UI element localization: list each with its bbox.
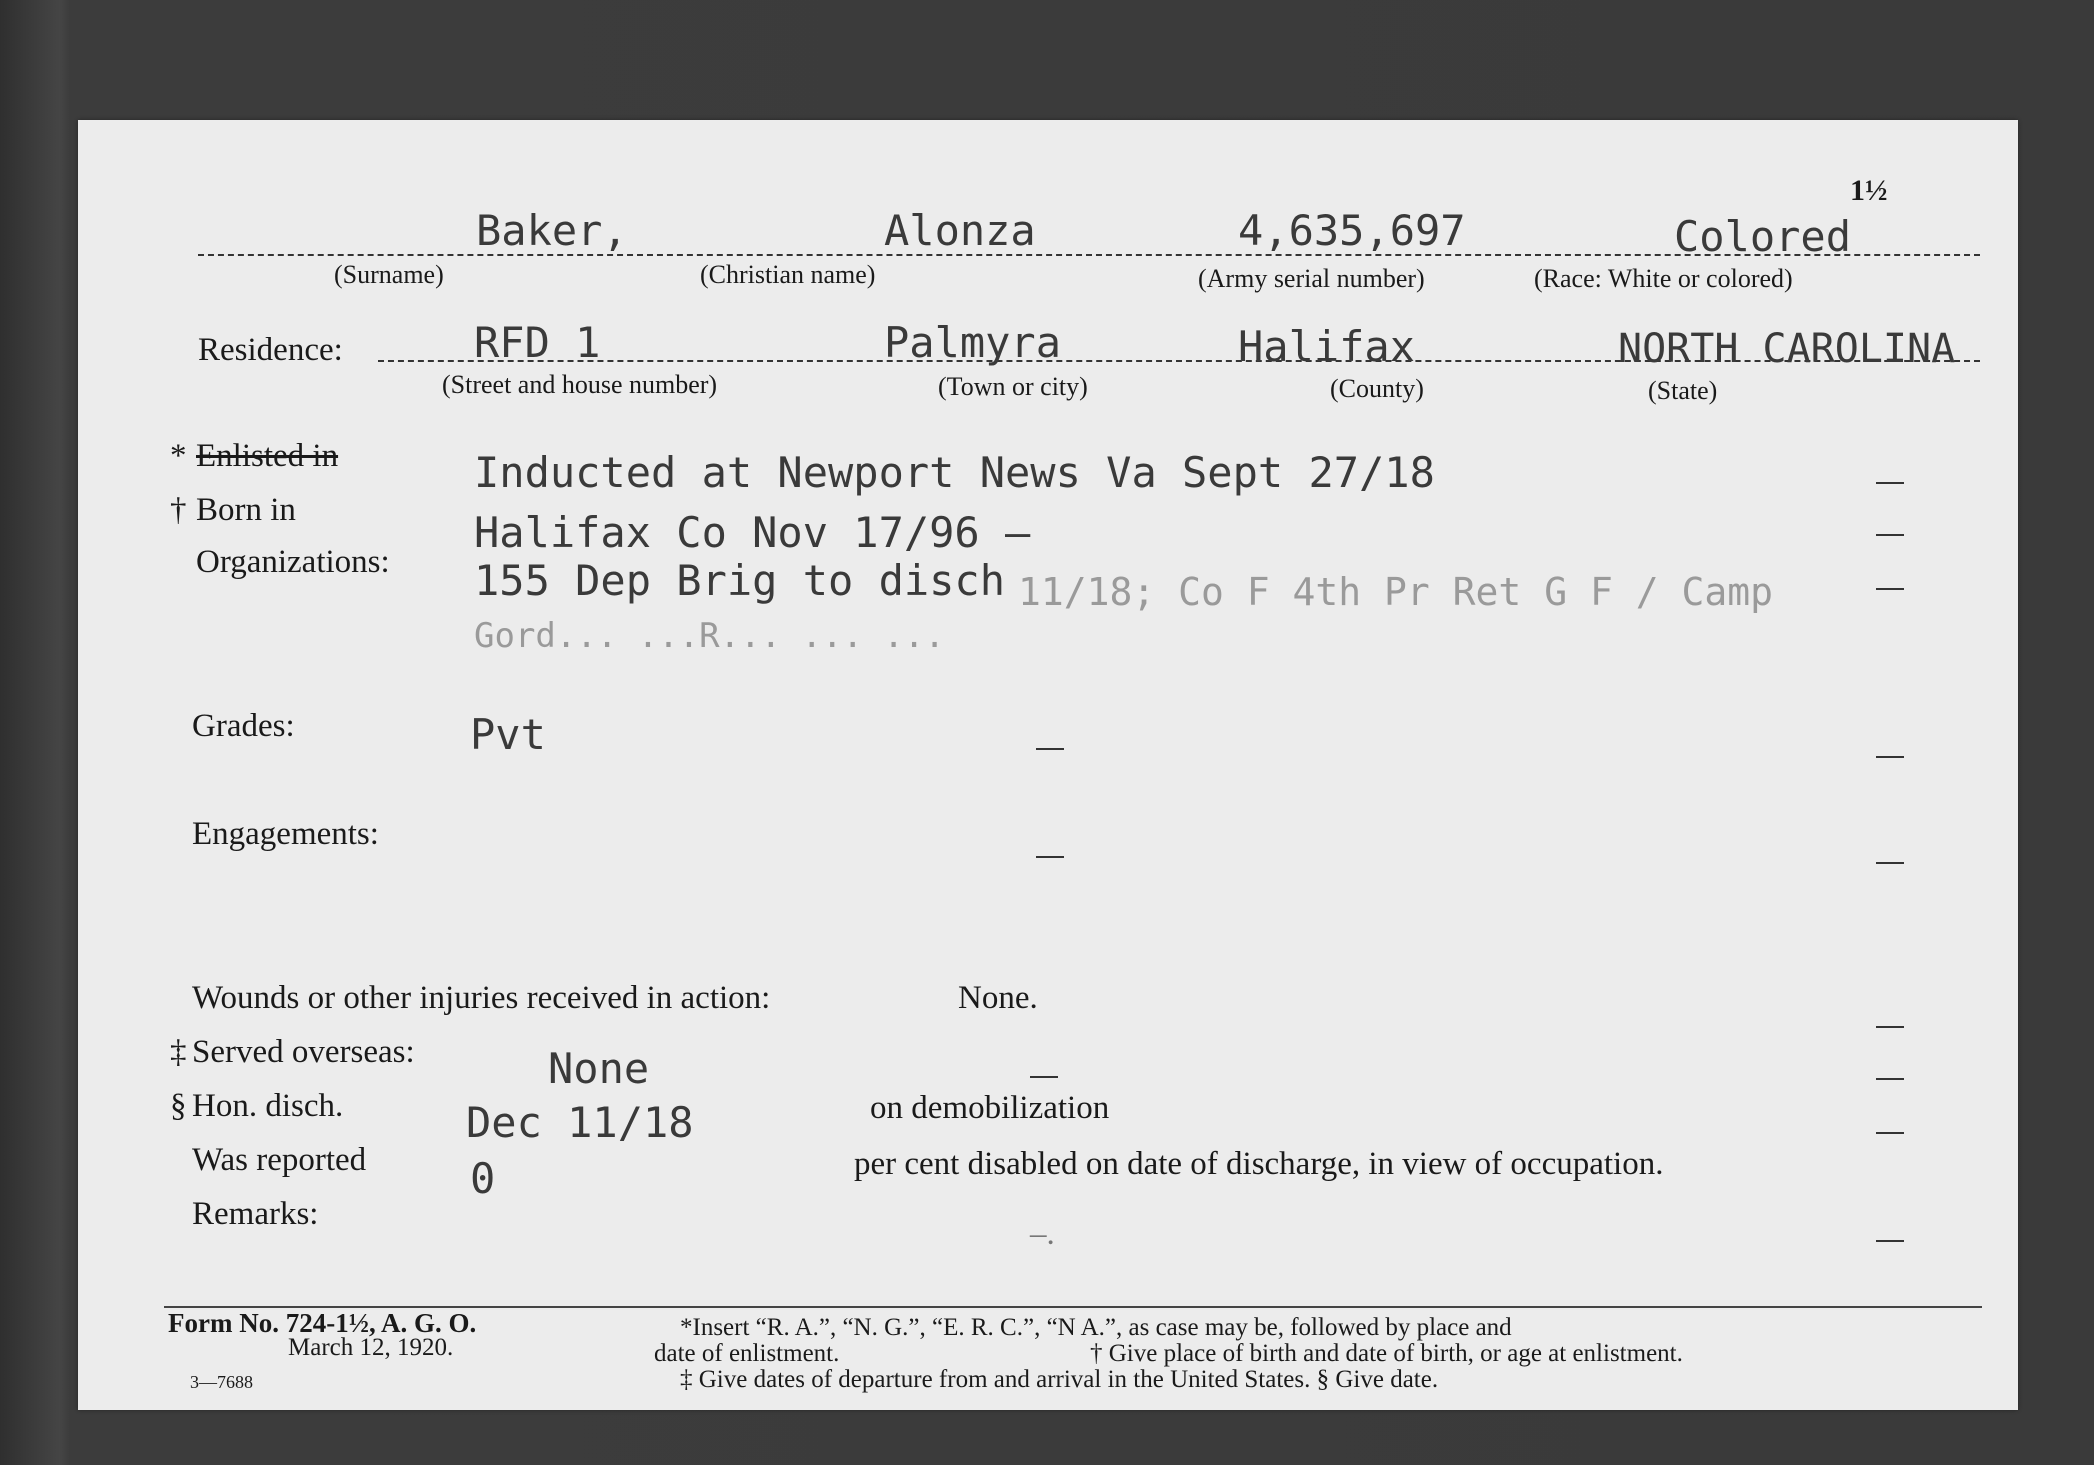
organizations-faint-text: 11/18; Co F 4th Pr Ret G F / Camp (1018, 570, 1773, 614)
race-value: Colored (1674, 212, 1852, 261)
serial-caption: (Army serial number) (1198, 264, 1425, 293)
county-caption: (County) (1330, 374, 1424, 403)
footnote-born: † Give place of birth and date of birth, or age at enlistment. (1090, 1340, 1683, 1367)
overseas-end-dash (1876, 1078, 1904, 1080)
remarks-label: Remarks: (192, 1196, 319, 1232)
form-date: March 12, 1920. (288, 1334, 454, 1361)
state-value: NORTH CAROLINA (1618, 326, 1956, 372)
print-code: 3—7688 (190, 1372, 253, 1392)
footnote-enlisted: *Insert “R. A.”, “N. G.”, “E. R. C.”, “N A.”, as case may be, followed by place and (680, 1314, 1512, 1341)
town-value: Palmyra (884, 318, 1062, 367)
engagements-end-dash (1876, 862, 1904, 864)
honorable-end-dash (1876, 1132, 1904, 1134)
grades-mid-dash (1036, 748, 1064, 750)
reported-label: Was reported (192, 1142, 367, 1178)
remarks-value: –. (1030, 1216, 1055, 1252)
grades-end-dash (1876, 756, 1904, 758)
born-end-dash (1876, 534, 1904, 536)
organizations-label: Organizations: (196, 544, 390, 580)
serial-value: 4,635,697 (1238, 206, 1466, 255)
overseas-label: Served overseas: (192, 1034, 415, 1070)
grades-value: Pvt (470, 710, 546, 759)
footnote-overseas: ‡ Give dates of departure from and arrival in the United States. § Give date. (680, 1366, 1439, 1393)
honorable-label: Hon. disch. (192, 1088, 344, 1124)
reported-value: 0 (470, 1154, 496, 1203)
corner-mark: 1½ (1850, 174, 1888, 207)
wounds-label: Wounds or other injuries received in action: (192, 980, 771, 1016)
county-value: Halifax (1238, 322, 1416, 371)
engagements-mid-dash (1036, 856, 1064, 858)
born-value: Halifax Co Nov 17/96 – (474, 508, 1031, 557)
honorable-mark: § (170, 1088, 187, 1124)
born-mark: † (170, 492, 187, 528)
form-number: Form No. 724-1½, A. G. O. (168, 1308, 477, 1338)
christian-name-value: Alonza (884, 206, 1036, 255)
organizations-value: 155 Dep Brig to disch (474, 556, 1006, 605)
organizations-faint-text-2: Gord... ...R... ... ... (474, 616, 945, 656)
born-label: Born in (196, 492, 296, 528)
state-caption: (State) (1648, 376, 1718, 405)
grades-label: Grades: (192, 708, 295, 744)
town-caption: (Town or city) (938, 372, 1088, 401)
overseas-mid-dash (1030, 1076, 1058, 1078)
christian-name-caption: (Christian name) (700, 260, 876, 289)
street-value: RFD 1 (474, 318, 601, 367)
surname-value: Baker, (476, 206, 628, 255)
surname-caption: (Surname) (334, 260, 444, 289)
engagements-label: Engagements: (192, 816, 379, 852)
wounds-end-dash (1876, 1026, 1904, 1028)
wounds-value: None. (958, 980, 1038, 1016)
overseas-mark: ‡ (170, 1034, 187, 1070)
race-caption: (Race: White or colored) (1534, 264, 1793, 293)
honorable-note: on demobilization (870, 1090, 1110, 1126)
overseas-value: None (548, 1044, 650, 1093)
honorable-value: Dec 11/18 (466, 1098, 694, 1147)
service-record-card (78, 120, 2018, 1410)
organizations-end-dash (1876, 588, 1904, 590)
remarks-end-dash (1876, 1240, 1904, 1242)
footnote-enlisted-cont: date of enlistment. (654, 1340, 840, 1367)
enlisted-value: Inducted at Newport News Va Sept 27/18 (474, 448, 1435, 497)
reported-note: per cent disabled on date of discharge, in view of occupation. (854, 1146, 1664, 1182)
enlisted-label: Enlisted in (196, 438, 339, 474)
street-caption: (Street and house number) (442, 370, 718, 399)
enlisted-end-dash (1876, 482, 1904, 484)
residence-label: Residence: (198, 332, 343, 368)
enlisted-mark: * (170, 438, 187, 474)
